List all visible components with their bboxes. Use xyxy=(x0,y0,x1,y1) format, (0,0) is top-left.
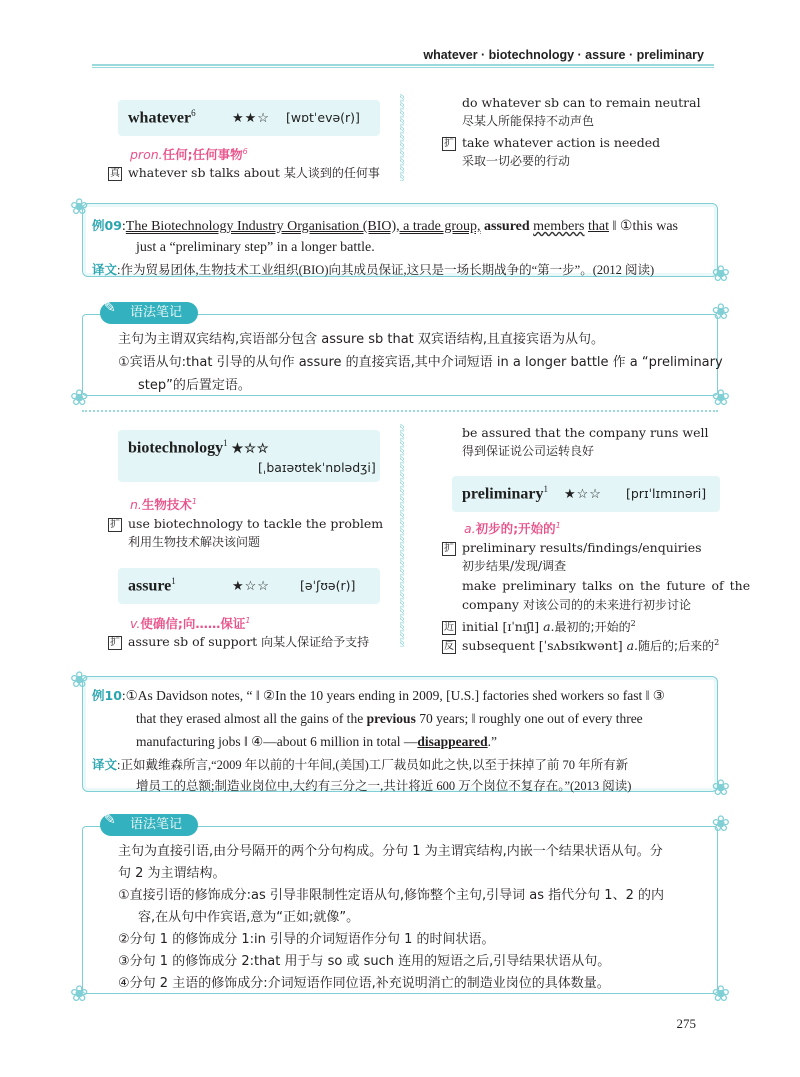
notes2-line-6: ③分句 1 的修饰成分 2:that 用于与 so 或 such 连用的短语之后,引导结果状语从句。 xyxy=(118,954,611,969)
assure-ext: 扩 assure sb of support 向某人保证给予支持 xyxy=(110,634,370,649)
example-10-line-2: that they erased almost all the gains of the previous 70 years; ‖ roughly one out of every three xyxy=(136,711,643,726)
whatever-phrase-1: do whatever sb can to remain neutral xyxy=(462,95,701,110)
notes1-line-3: step”的后置定语。 xyxy=(138,378,251,393)
column-separator: § § § § § § § § § § § § § § § § § § § § § § § § § § § § xyxy=(399,424,405,649)
biotech-ext-zh: 利用生物技术解决该问题 xyxy=(128,535,261,549)
example-10-line-1: 例10:①As Davidson notes, “ ‖ ②In the 10 years ending in 2009, [U.S.] factories shed workers so fast ‖ ③ xyxy=(92,688,665,703)
corner-ornament: ❀ xyxy=(711,776,730,801)
biotech-phonetic: [ˌbaɪəʊtekˈnɒlədʒi] xyxy=(258,460,376,475)
biotech-headword: biotechnology$^1$ ★☆☆ xyxy=(128,438,270,457)
notes1-line-2: ①宾语从句:that 引导的从句作 assure 的直接宾语,其中介词短语 in a longer battle 作 a “preliminary xyxy=(118,355,723,370)
example-09-line-1: 例09:The Biotechnology Industry Organisation (BIO), a trade group, assured members that ‖ ①this was xyxy=(92,218,678,234)
pen-icon: ✎ xyxy=(104,300,116,316)
whatever-headword: whatever$^6$ xyxy=(128,108,196,127)
preliminary-anti: 反 subsequent [ˈsʌbsɪkwənt] a.随后的;后来的$^2$ xyxy=(444,638,720,654)
assure-phrase-zh: 得到保证说公司运转良好 xyxy=(462,444,595,458)
example-10-translation-1: 译文:正如戴维森所言,“2009 年以前的十年间,(美国)工厂裁员如此之快,以至于抹掉了前 70 年所有新 xyxy=(92,757,629,772)
notes2-line-1: 主句为直接引语,由分号隔开的两个分句构成。分句 1 为主谓宾结构,内嵌一个结果状语从句。分 xyxy=(118,844,663,859)
whatever-definition: pron.任何;任何事物$^6$ xyxy=(130,146,248,162)
corner-ornament: ❀ xyxy=(70,386,89,411)
pen-icon: ✎ xyxy=(104,812,116,828)
preliminary-ext-1-zh: 初步结果/发现/调查 xyxy=(462,559,567,573)
corner-ornament: ❀ xyxy=(70,195,89,220)
running-header: whatever · biotechnology · assure · preliminary xyxy=(423,48,704,62)
corner-ornament: ❀ xyxy=(711,982,730,1007)
whatever-phrase-1-zh: 尽某人所能保持不动声色 xyxy=(462,114,595,128)
example-10-line-3: manufacturing jobs ‖ ④—about 6 million in total —disappeared.” xyxy=(136,734,498,749)
whatever-phonetic: [wɒtˈevə(r)] xyxy=(286,110,360,125)
example-label: 例09 xyxy=(92,218,122,233)
preliminary-ext-2b: company 对该公司的的未来进行初步讨论 xyxy=(462,597,691,612)
grammar-notes-tag: 语法笔记 xyxy=(100,302,198,324)
whatever-phrase-2: 扩 take whatever action is needed xyxy=(444,135,661,150)
biotech-ext: 扩 use biotechnology to tackle the problem xyxy=(110,516,384,531)
notes2-line-7: ④分句 2 主语的修饰成分:介词短语作同位语,补充说明消亡的制造业岗位的具体数量。 xyxy=(118,976,610,991)
grammar-notes-tag: 语法笔记 xyxy=(100,814,198,836)
example-09-line-2: just a “preliminary step” in a longer battle. xyxy=(136,240,375,255)
whatever-phrase-2-zh: 采取一切必要的行动 xyxy=(462,154,571,168)
example-09-translation: 译文:作为贸易团体,生物技术工业组织(BIO)向其成员保证,这只是一场长期战争的“第一步”。(2012 阅读) xyxy=(92,262,655,277)
corner-ornament: ❀ xyxy=(711,812,730,837)
preliminary-ext-1: 扩 preliminary results/findings/enquiries xyxy=(444,540,702,555)
biotech-definition: n.生物技术$^1$ xyxy=(130,496,198,512)
ext-mark: 扩 xyxy=(444,137,454,149)
preliminary-ext-2a: make preliminary talks on the future of the xyxy=(462,578,751,593)
notes1-line-1: 主句为主谓双宾结构,宾语部分包含 assure sb that 双宾语结构,且直接宾语为从句。 xyxy=(118,332,605,347)
preliminary-stars: ★☆☆ xyxy=(564,487,602,502)
assure-phrase: be assured that the company runs well xyxy=(462,425,709,440)
real-mark: 真 xyxy=(110,167,120,179)
corner-ornament: ❀ xyxy=(711,386,730,411)
notes2-line-4: 容,在从句中作宾语,意为“正如;就像”。 xyxy=(138,910,360,925)
column-separator: § § § § § § § § § § § xyxy=(399,94,405,183)
section-divider xyxy=(82,410,718,412)
page-number: 275 xyxy=(676,1016,696,1031)
whatever-stars: ★★☆ xyxy=(232,111,270,126)
example-10-translation-2: 增员工的总额;制造业岗位中,大约有三分之一,共计将近 600 万个岗位不复存在。”(2013 阅读) xyxy=(136,779,632,793)
preliminary-near: 近 initial [ɪˈnɪʃl] a.最初的;开始的$^2$ xyxy=(444,619,636,635)
preliminary-headword: preliminary$^1$ xyxy=(462,484,548,503)
header-rule xyxy=(92,64,714,68)
whatever-real-example: 真 whatever sb talks about 某人谈到的任何事 xyxy=(110,165,380,180)
corner-ornament: ❀ xyxy=(711,300,730,325)
notes2-line-5: ②分句 1 的修饰成分 1:in 引导的介词短语作分句 1 的时间状语。 xyxy=(118,932,495,947)
assure-definition: v.使确信;向……保证$^1$ xyxy=(130,615,251,631)
corner-ornament: ❀ xyxy=(711,262,730,287)
assure-headword: assure$^1$ xyxy=(128,576,176,595)
notes2-line-3: ①直接引语的修饰成分:as 引导非限制性定语从句,修饰整个主句,引导词 as 指代分句 1、2 的内 xyxy=(118,888,664,903)
notes2-line-2: 句 2 为主谓结构。 xyxy=(118,866,226,881)
preliminary-definition: a.初步的;开始的$^1$ xyxy=(464,520,561,536)
assure-stars: ★☆☆ xyxy=(232,579,270,594)
assure-phonetic: [əˈʃʊə(r)] xyxy=(300,578,356,593)
corner-ornament: ❀ xyxy=(70,982,89,1007)
preliminary-phonetic: [prɪˈlɪmɪnəri] xyxy=(626,486,707,501)
corner-ornament: ❀ xyxy=(70,668,89,693)
